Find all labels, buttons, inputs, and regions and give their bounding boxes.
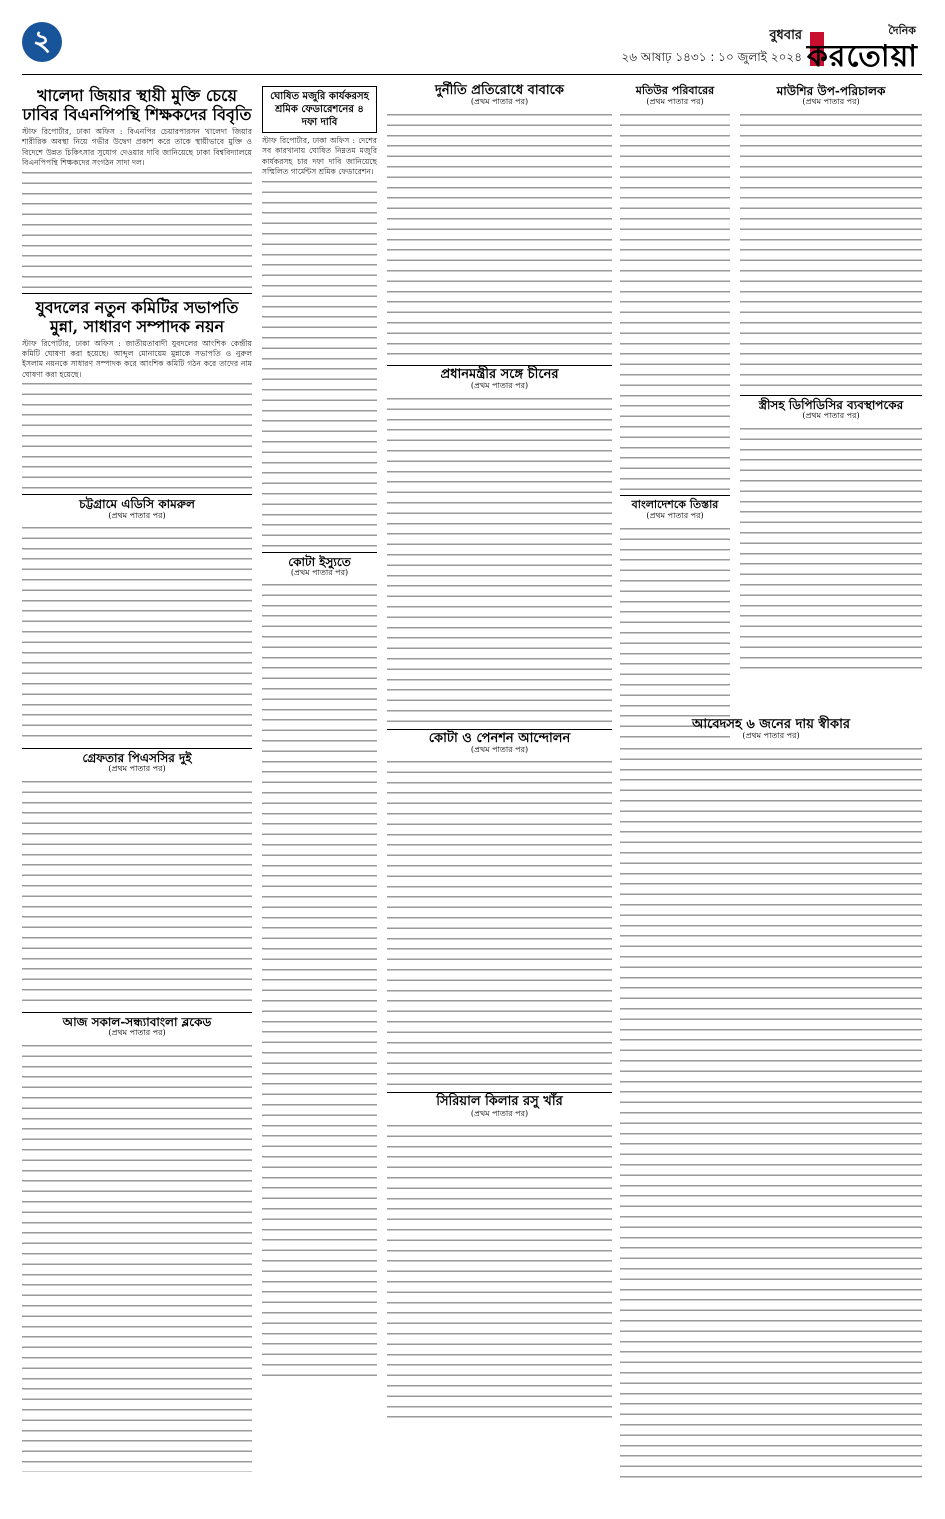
headline-maushi: মাউশির উপ-পরিচালক	[776, 84, 886, 98]
continued-pm-china: (প্রথম পাতার পর)	[470, 381, 529, 391]
body-pscs	[22, 778, 252, 1008]
continued-blockade: (প্রথম পাতার পর)	[108, 1028, 166, 1038]
middle-column	[387, 83, 612, 1506]
continued-teesta: (প্রথম পাতার পর)	[646, 511, 704, 521]
wages-column	[262, 86, 377, 1506]
body-arrest6	[620, 745, 922, 1485]
masthead	[22, 22, 922, 75]
logo-paper-name: করতোয়া	[806, 39, 918, 74]
headline-teesta: বাংলাদেশকে তিস্তার	[631, 497, 719, 511]
continued-chattogram: (প্রথম পাতার পর)	[108, 510, 166, 520]
body-pm-china	[387, 395, 612, 725]
continued-syrian: (প্রথম পাতার পর)	[470, 1108, 529, 1118]
right-column	[740, 86, 922, 706]
body-quota	[262, 581, 377, 1381]
headline-arrest6: আবেদসহ ৬ জনের দায় স্বীকার	[691, 717, 851, 732]
continued-quota: (প্রথম পাতার পর)	[290, 568, 349, 578]
page-number: ২	[22, 22, 62, 62]
body-syrian	[387, 1122, 612, 1422]
continued-family: (প্রথম পাতার পর)	[646, 97, 704, 107]
headline-khaleda: খালেদা জিয়ার স্থায়ী মুক্তি চেয়ে ঢাবির বিএনপিপন্থি শিক্ষকদের বিবৃতি	[22, 86, 252, 124]
lead-khaleda: স্টাফ রিপোর্টার, ঢাকা অফিস : বিএনপির চেয়ারপারসন খালেদা জিয়ার শারীরিক অবস্থা নিয়ে গভীর উদ্বেগ প্রকাশ করে তাকে স্থায়ীভাবে মুক্তি ও বিদেশে উন্নত চিকিৎসার সুযোগ দেওয়ার দাবি জানিয়েছে ঢাকা বিশ্ববিদ্যালয়ে বিএনপিপন্থি শিক্ষকদের সংগঠন সাদা দল।	[22, 127, 252, 168]
continued-arrest6: (প্রথম পাতার পর)	[742, 731, 800, 741]
body-pension	[387, 758, 612, 1088]
body-khaleda	[22, 169, 252, 289]
headline-jubodal: যুবদলের নতুন কমিটির সভাপতি মুন্না, সাধারণ সম্পাদক নয়ন	[35, 297, 239, 336]
arrest-story	[620, 717, 922, 1500]
headline-quota: কোটা ইস্যুতে	[288, 554, 351, 569]
headline-pm-china: প্রধানমন্ত্রীর সঙ্গে চীনের	[440, 366, 559, 382]
body-blockade	[22, 1042, 252, 1472]
body-maushi	[740, 111, 922, 391]
headline-pension: কোটা ও পেনশন আন্দোলন	[428, 730, 571, 746]
body-jubodal	[22, 380, 252, 490]
wages-box	[262, 86, 377, 133]
body-family	[620, 111, 730, 491]
body-wages	[262, 178, 377, 548]
headline-pscs: গ্রেফতার পিএসসির দুই	[82, 751, 192, 766]
body-corruption	[387, 111, 612, 361]
masthead-date: ২৬ আষাঢ় ১৪৩১ : ১০ জুলাই ২০২৪	[621, 50, 802, 64]
continued-drishti: (প্রথম পাতার পর)	[802, 411, 860, 421]
lead-wages: স্টাফ রিপোর্টার, ঢাকা অফিস : দেশের সব কারখানায় ঘোষিত নিম্নতম মজুরি কার্যকরসহ চার দফা দাবি জানিয়েছে সম্মিলিত গার্মেন্টস শ্রমিক ফেডারেশন।	[262, 136, 377, 177]
body-chattogram	[22, 524, 252, 744]
continued-pscs: (প্রথম পাতার পর)	[108, 764, 166, 774]
left-column-block	[22, 86, 252, 1506]
headline-corruption: দুর্নীতি প্রতিরোধে বাবাকে	[435, 83, 564, 98]
continued-corruption: (প্রথম পাতার পর)	[470, 97, 529, 107]
headline-wages: ঘোষিত মজুরি কার্যকরসহ শ্রমিক ফেডারেশনের ৪ দফা দাবি	[270, 91, 369, 128]
lead-jubodal: স্টাফ রিপোর্টার, ঢাকা অফিস : জাতীয়তাবাদী যুবদলের আংশিক কেন্দ্রীয় কমিটি ঘোষণা করা হয়েছে। আব্দুল মোনায়েম মুন্নাকে সভাপতি ও নুরুল ইসলাম নয়নকে সাধারণ সম্পাদক করে আংশিক কমিটি গঠন করে তাদের নাম ঘোষণা করা হয়েছে।	[22, 338, 252, 379]
headline-drishti: স্ত্রীসহ ডিপিডিসির ব্যবস্থাপকের	[758, 397, 904, 412]
headline-syrian: সিরিয়াল কিলার রসু খাঁর	[436, 1094, 563, 1110]
paper-logo	[806, 22, 922, 74]
masthead-day: বুধবার	[769, 28, 802, 43]
continued-maushi: (প্রথম পাতার পর)	[802, 97, 860, 107]
continued-pension: (প্রথম পাতার পর)	[470, 745, 529, 755]
headline-chattogram: চট্টগ্রামে এডিসি কামরুল	[79, 497, 195, 512]
headline-family: মতিউর পরিবারের	[635, 84, 715, 97]
headline-blockade: আজ সকাল-সন্ধ্যাবাংলা ব্লকেড	[62, 1014, 212, 1029]
body-drishti	[740, 425, 922, 675]
logo-small-text: দৈনিক	[888, 24, 916, 37]
